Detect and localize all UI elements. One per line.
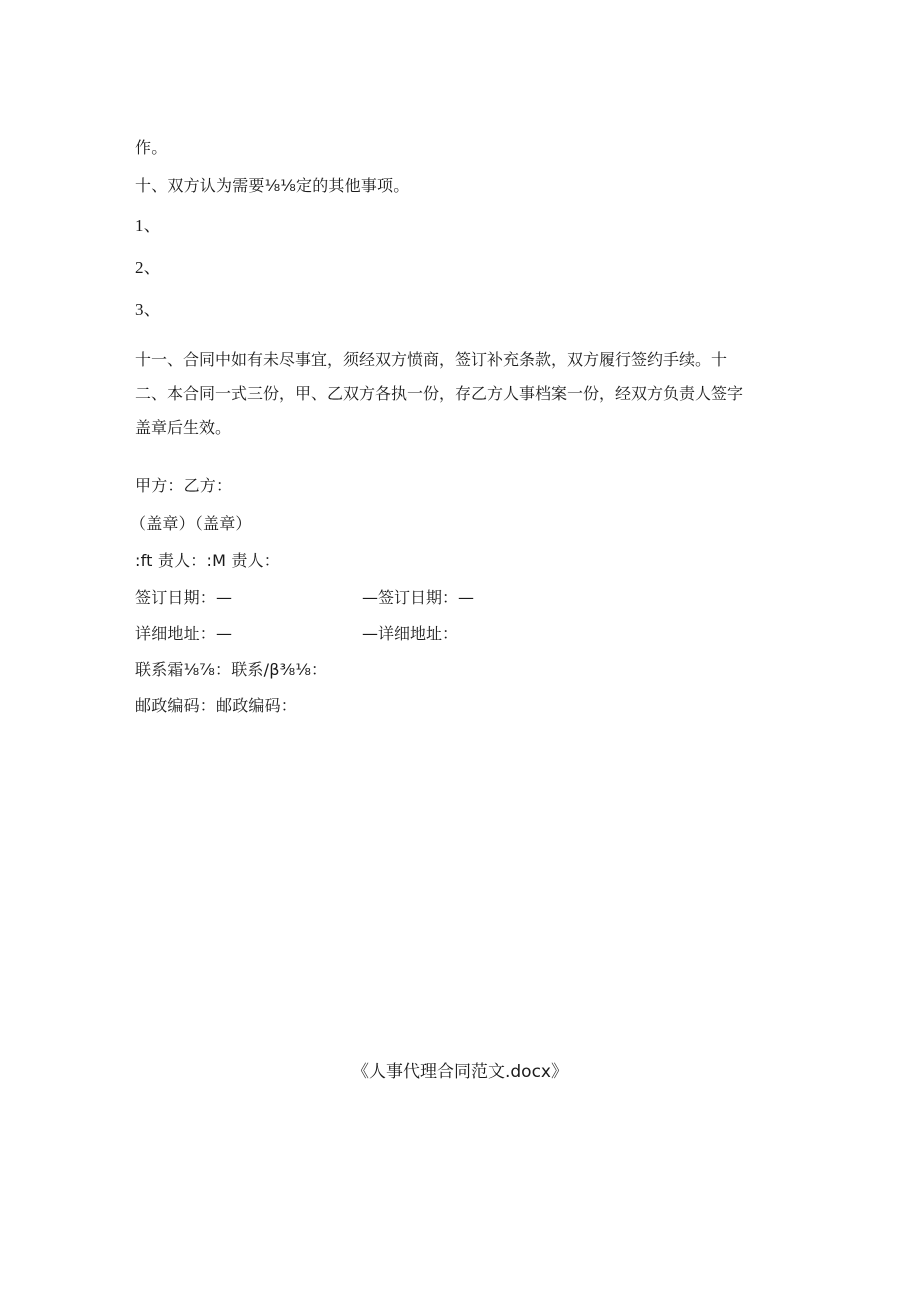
signature-seals: （盖章）（盖章） (130, 514, 252, 533)
sign-date-left: 签订日期：— (135, 588, 233, 607)
paragraph-line: 十一、合同中如有未尽事宜，须经双方愤商，签订补充条款，双方履行签约手续。十 (135, 350, 728, 369)
list-item: 3、 (135, 300, 161, 319)
sign-date-right: —签订日期：— (362, 588, 475, 607)
paragraph-line: 二、本合同一式三份，甲、乙双方各执一份，存乙方人事档案一份，经双方负责人签字 (135, 384, 744, 403)
contact-line: 联系霜⅛⅞：联系/β⅜⅛： (135, 660, 328, 679)
paragraph-line: 盖章后生效。 (135, 418, 232, 437)
list-item: 2、 (135, 258, 161, 277)
clause-10: 十、双方认为需要⅛⅛定的其他事项。 (135, 176, 410, 195)
text-continuation: 作。 (135, 138, 168, 157)
address-right: —详细地址： (362, 624, 459, 643)
signature-parties: 甲方：乙方： (135, 476, 233, 495)
document-filename: 《人事代理合同范文.docx》 (351, 1062, 568, 1082)
postal-code-line: 邮政编码：邮政编码： (135, 696, 298, 715)
clause-11-12 (135, 343, 785, 445)
list-item: 1、 (135, 216, 161, 235)
address-left: 详细地址：— (135, 624, 233, 643)
signature-responsible: :ft 责人：:M 责人： (135, 551, 280, 570)
